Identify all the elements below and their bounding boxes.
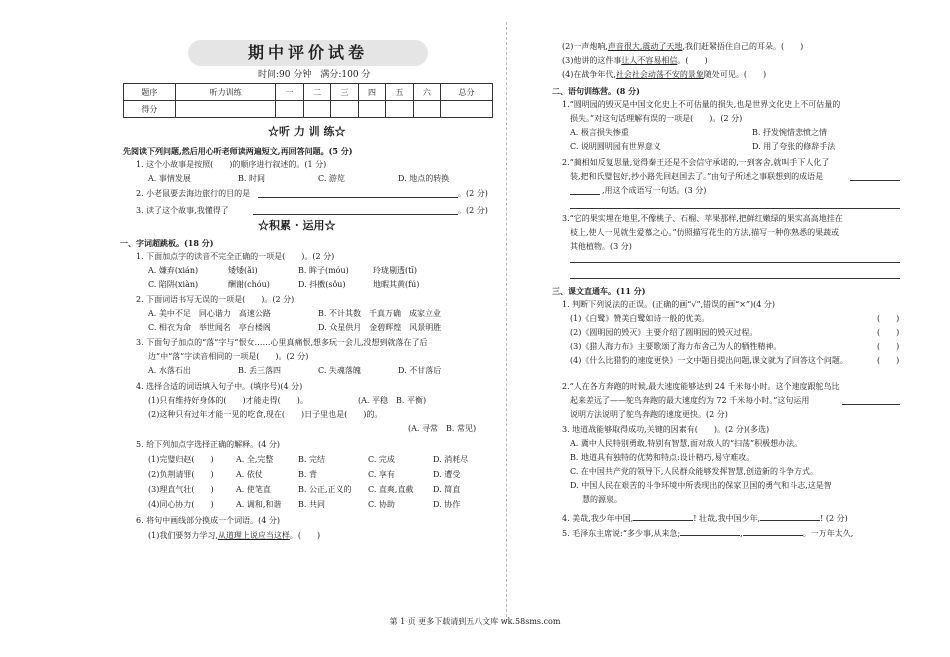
q3-option: C. 失魂落魄 (318, 366, 361, 375)
answer-line[interactable] (570, 278, 900, 279)
s3-q1-item: (4)《什么比猎豹的速度更快》一文中题目提出问题,课文就为了回答这个问题。 (570, 356, 848, 365)
q1-option: 矮矮(ǎi) (228, 266, 258, 275)
score-cell[interactable] (303, 101, 330, 118)
q6-sentence-2-post: ,我们赶紧捂住自己的耳朵。( ) (682, 42, 804, 51)
q6-sentence-1-post: 。( ) (289, 531, 321, 540)
s3-q1-item: (1)《白鹭》赞美白鹭如诗一般的优美。 (570, 314, 710, 323)
q5-option: A. 全,完整 (236, 455, 274, 464)
q6-underlined-phrase: 从道理上说应当这样 (217, 531, 290, 540)
q1-option: 地暇其黄(fú) (373, 280, 420, 289)
listening-q3-score: 。(2 分) (458, 206, 488, 215)
q4-sentence-1: (1)只有维持好身体的( )才能走得( )。 (148, 396, 308, 405)
q3-stem: 3. 下面句子加点的“落”字与“恨女……心里真痛恨,想多玩一会儿,没想到就落在了后 (136, 338, 428, 347)
s2-q2-line1: 2.“蔺相如反复思量,觉得秦王还是不会信守承诺的,一到客舍,就叫手下人化了 (562, 158, 830, 167)
q6-sentence-2-pre: (2)一声炮响, (562, 42, 608, 51)
answer-line[interactable] (570, 262, 900, 263)
q4-stem: 4. 选择合适的词语填入句子中。(填序号)(4 分) (136, 382, 303, 391)
judge-bracket[interactable]: ( ) (877, 356, 900, 365)
q5-option: B. 背 (298, 470, 317, 479)
q3-stem-cont: 边”中“落”字读音相同的一项是( )。(2 分) (148, 352, 309, 361)
q2-option: B. 不计其数 千真万确 成家立业 (318, 309, 441, 318)
score-cell: 一 (276, 84, 303, 101)
q1-option: 酬谢(chóu) (228, 280, 270, 289)
s2-q1-option: B. 抒发惋惜悲愤之情 (752, 128, 827, 137)
s2-q3-line1: 3.“它的果实埋在地里,不像桃子、石榴、苹果那样,把鲜红嫩绿的果实高高地挂在 (562, 214, 843, 223)
q4-options-1: (A. 平稳 B. 平衡) (358, 396, 427, 405)
s2-q1-option: A. 极言损失惨重 (570, 128, 629, 137)
s2-q1-option: C. 说明圆明园有世界意义 (570, 142, 661, 151)
listening-q2: 2. 小老鼠要去海边旅行的目的是 (136, 189, 251, 198)
score-cell: 六 (413, 84, 440, 101)
answer-blank[interactable] (680, 526, 740, 536)
score-cell[interactable] (276, 101, 303, 118)
q4-sentence-2: (2)这种只有过年才能一见的吃食,现在( )日子里也是( )的。 (148, 410, 383, 419)
s3-q1-stem: 1. 判断下列说法的正误。(正确的画“√”,错误的画“×”)(4 分) (562, 300, 775, 309)
answer-line[interactable] (570, 208, 900, 209)
q1-option: A. 嫌弃(xián) (148, 266, 199, 275)
q2-option: A. 美中不足 同心谐力 高速公路 (148, 309, 271, 318)
score-cell: 得分 (124, 101, 176, 118)
q6-sentence-1-pre: (1)我们要努力学习, (148, 531, 218, 540)
s3-q3-option: C. 在中国共产党的领导下,人民群众能够发挥智慧,创造新的斗争方式。 (570, 467, 819, 476)
accumulate-heading: ☆积累 · 运用☆ (258, 219, 336, 232)
listening-q3: 3. 读了这个故事,我懂得了 (136, 206, 229, 215)
q5-option: B. 共同 (298, 500, 325, 509)
s2-q1-line2: 损失。”对这句话理解有误的一项是( )。(2 分) (570, 114, 743, 123)
time-info: 时间:90 分钟 满分:100 分 (258, 70, 371, 80)
q5-option: A. 依仗 (236, 470, 263, 479)
q3-option: B. 丢三落四 (238, 366, 281, 375)
column-divider (506, 22, 507, 622)
s3-q4-pre: 4. 美哉,我少年中国, (562, 514, 634, 523)
score-cell: 二 (303, 84, 330, 101)
page-footer: 第 1 页 更多下载请到五八文库 wk.58sms.com (389, 617, 561, 626)
q5-option: D. 消耗尽 (433, 455, 469, 464)
answer-line[interactable] (570, 194, 600, 195)
score-table-score-row (124, 101, 493, 118)
judge-bracket[interactable]: ( ) (877, 342, 900, 351)
s3-q1-item: (3)《猎人海力布》主要歌颂了海力布舍己为人的牺牲精神。 (570, 342, 782, 351)
q5-option: B. 完结 (298, 455, 325, 464)
q6-underlined-phrase: 社会社会动荡不安的景象 (615, 70, 704, 79)
s2-q2-line3: ,用这个成语写一句话。(3 分) (602, 186, 707, 195)
s3-q2-line2: 起来差远了——鸵鸟奔跑的最大速度约为 72 千米每小时。”这句运用 (570, 396, 810, 405)
answer-line[interactable] (850, 180, 900, 181)
s3-q4-mid: ! 壮哉,我中国少年, (693, 514, 761, 523)
q1-option: D. 抖擞(sǒu) (298, 280, 346, 289)
q6-sentence-1 (148, 531, 320, 541)
q1-option: B. 眸子(móu) (298, 266, 349, 275)
q3-option: A. 水落石出 (148, 366, 191, 375)
listening-q1-opt-a: A. 事情发展 (148, 174, 191, 183)
s3-q2-line1: 2.“人在各方奔跑的时候,最大速度能够达到 24 千米每小时。这个速度跟鸵鸟比 (562, 382, 840, 391)
q5-item: (3)理直气壮( ) (148, 485, 214, 494)
listening-q1: 1. 这个小故事是按照( )的顺序进行叙述的。(1 分) (136, 160, 327, 169)
q4-options-2: (A. 寻常 B. 常见) (408, 424, 477, 433)
s3-q5: 5. 毛泽东主席说:“多少事,从来急; , 。一万年太久, (562, 526, 853, 539)
q5-option: A. 使笔直 (236, 485, 271, 494)
section-one-title: 一、字词超跳板。(18 分) (120, 238, 214, 248)
q6-sentence-4 (562, 70, 766, 80)
q6-stem: 6. 将句中画线部分换成一个词语。(4 分) (136, 516, 281, 525)
listening-heading: ☆听 力 训 练☆ (268, 125, 346, 138)
q6-underlined-phrase: 声音很大,震动了天地 (607, 42, 683, 51)
q5-option: C. 完成 (368, 455, 395, 464)
answer-line[interactable] (253, 214, 458, 215)
q1-option: C. 陷阱(xiàn) (148, 280, 199, 289)
listening-intro: 先阅读下列问题,然后用心听老师读两遍短文,再回答问题。(5 分) (123, 146, 353, 156)
q5-option: B. 公正,正义的 (298, 485, 352, 494)
judge-bracket[interactable]: ( ) (877, 328, 900, 337)
score-table (123, 83, 493, 118)
answer-line[interactable] (258, 197, 458, 198)
q6-sentence-4-pre: (4)在战争年代, (562, 70, 616, 79)
score-cell[interactable] (175, 101, 276, 118)
q2-option: C. 相衣为命 举世闻名 亭台楼阁 (148, 323, 271, 332)
listening-q1-opt-c: C. 游览 (318, 174, 345, 183)
q3-option: D. 不甘落后 (398, 366, 442, 375)
q5-option: D. 简直 (433, 485, 461, 494)
score-cell: 题序 (124, 84, 176, 101)
section-two-title: 二、语句训练营。(8 分) (552, 86, 640, 96)
q5-option: D. 遭受 (433, 470, 461, 479)
exam-title: 期中评价试卷 (188, 40, 428, 66)
score-table-header-row (124, 84, 493, 101)
s3-q2-line3: 说明方法说明了鸵鸟奔跑的速度更快。(2 分) (570, 410, 728, 419)
listening-q2-score: 。(2 分) (458, 189, 488, 198)
answer-line[interactable] (842, 404, 900, 405)
s3-q1-item: (2)《圆明园的毁灭》主要介绍了圆明园的毁灭过程。 (570, 328, 758, 337)
q2-stem: 2. 下面词语书写无误的一项是( )。(2 分) (136, 295, 295, 304)
s2-q2-line2: 装,把和氏璧包好,抄小路先回赵国去了。”由句子所述之事联想到的成语是 (570, 172, 824, 181)
score-cell: 三 (331, 84, 358, 101)
s2-q1-line1: 1.“圆明园的毁灭是中国文化史上不可估量的损失,也是世界文化史上不可估量的 (562, 100, 841, 109)
q5-stem: 5. 给下列加点字选择正确的解释。(4 分) (136, 440, 281, 449)
s3-q3-option: B. 地道具有独特的优势和特点:设计精巧,易守难攻。 (570, 453, 755, 462)
s3-q3-stem: 3. 地道战能够取得成功,关键的因素有( )。(2 分)(多选) (562, 425, 770, 434)
score-cell[interactable] (441, 101, 493, 118)
listening-q1-opt-b: B. 时间 (238, 174, 265, 183)
score-cell[interactable] (386, 101, 413, 118)
q5-option: C. 协助 (368, 500, 395, 509)
q6-sentence-3-post: 。( ) (677, 56, 708, 65)
q5-option: C. 直爽,直截 (368, 485, 414, 494)
s3-q3-option: D. 中国人民在艰苦的斗争环境中所表现出的保家卫国的勇气和斗志,这是智 (570, 481, 832, 490)
q6-sentence-3-pre: (3)他讲的这件事 (562, 56, 622, 65)
q1-stem: 1. 下面加点字的读音不完全正确的一项是( )。(2 分) (136, 252, 335, 261)
score-cell: 五 (386, 84, 413, 101)
q5-option: A. 调和,和谐 (236, 500, 282, 509)
s2-q1-option: D. 用了夸张的修辞手法 (752, 142, 836, 151)
judge-bracket[interactable]: ( ) (877, 314, 900, 323)
s2-q3-line3: 其他植物。(3 分) (570, 242, 632, 251)
q2-option: D. 众星供月 金碧辉煌 风景明胜 (318, 323, 442, 332)
s3-q5-end: 。一万年太久, (802, 529, 854, 538)
q6-sentence-4-post: 随处可见。( ) (703, 70, 767, 79)
score-cell: 听力训练 (175, 84, 276, 101)
q6-sentence-3 (562, 56, 708, 66)
s3-q3-option: 慧的源泉。 (582, 495, 622, 504)
q6-sentence-2 (562, 42, 803, 52)
answer-blank[interactable] (760, 511, 820, 521)
q5-option: D. 协作 (433, 500, 461, 509)
s2-q3-line2: 枝上,使人一见就生爱慕之心。”仿照描写花生的方法,描写一种你熟悉的果蔬或 (570, 228, 840, 237)
section-three-title: 三、课文直通车。(11 分) (552, 286, 646, 296)
q5-item: (1)完璧归赵( ) (148, 455, 214, 464)
score-cell[interactable] (413, 101, 440, 118)
q1-option: 玲珑剔透(tī) (373, 266, 418, 275)
q5-option: C. 享有 (368, 470, 395, 479)
answer-blank[interactable] (743, 526, 803, 536)
listening-q1-opt-d: D. 地点的转换 (398, 174, 450, 183)
s3-q5-pre: 5. 毛泽东主席说:“多少事,从来急; (562, 529, 681, 538)
q5-item: (2)负荆请罪( ) (148, 470, 214, 479)
answer-blank[interactable] (633, 511, 693, 521)
q6-underlined-phrase: 让人不容易相信 (621, 56, 678, 65)
score-cell[interactable] (358, 101, 385, 118)
score-cell: 四 (358, 84, 385, 101)
score-cell[interactable] (331, 101, 358, 118)
q5-item: (4)同心协力( ) (148, 500, 214, 509)
s3-q3-option: A. 冀中人民特别勇敢,特别有智慧,面对敌人的“扫荡”积极想办法。 (570, 439, 803, 448)
s3-q4-end: ! (2 分) (820, 514, 848, 523)
score-cell: 总分 (441, 84, 493, 101)
s3-q4 (562, 511, 848, 524)
